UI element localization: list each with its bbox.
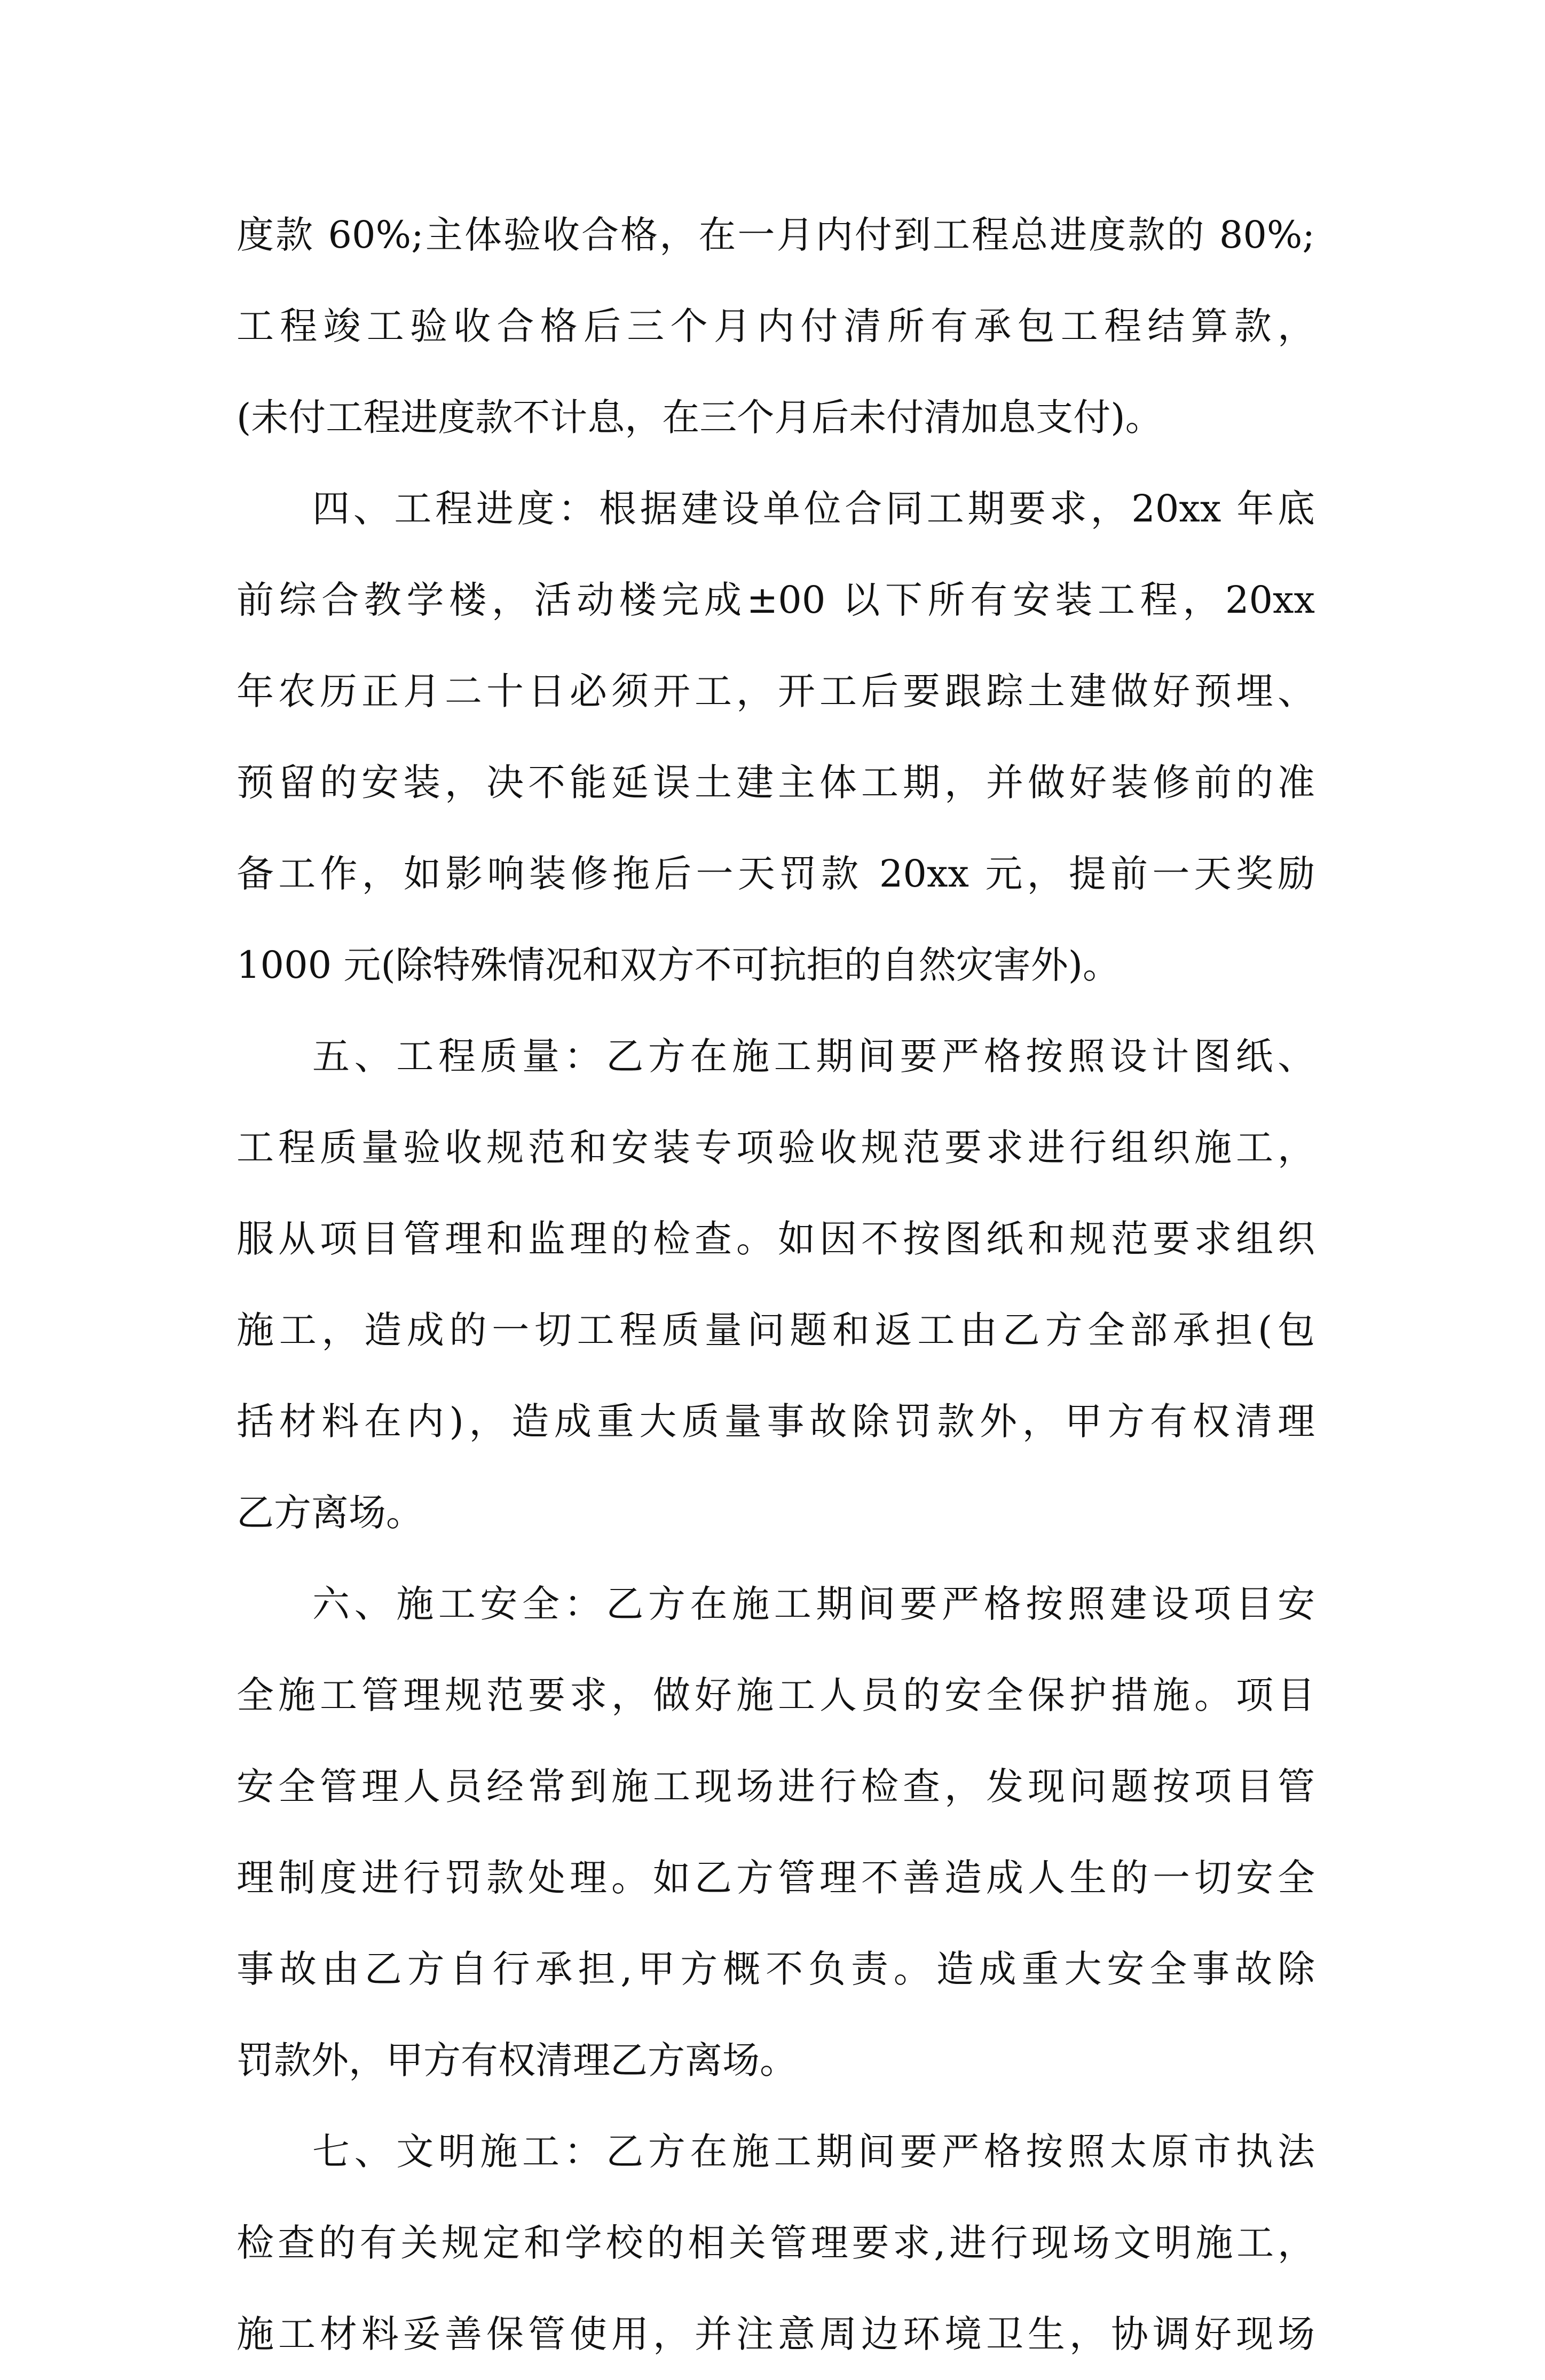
text-line: 检查的有关规定和学校的相关管理要求,进行现场文明施工， — [237, 2221, 1315, 2265]
text-line: 乙方离场。 — [237, 1491, 423, 1535]
text-line: 施工材料妥善保管使用，并注意周边环境卫生，协调好现场 — [237, 2312, 1315, 2356]
text-line: 理制度进行罚款处理。如乙方管理不善造成人生的一切安全 — [237, 1856, 1315, 1900]
text-line: 事故由乙方自行承担,甲方概不负责。造成重大安全事故除 — [237, 1947, 1315, 1991]
text-line: 前综合教学楼，活动楼完成±00 以下所有安装工程，20xx — [237, 578, 1315, 622]
contract-body-text — [237, 189, 1315, 2380]
section-4-heading-line: 四、工程进度：根据建设单位合同工期要求，20xx 年底 — [312, 487, 1315, 531]
text-line: 括材料在内)，造成重大质量事故除罚款外，甲方有权清理 — [237, 1399, 1315, 1443]
text-line: 施工，造成的一切工程质量问题和返工由乙方全部承担(包 — [237, 1308, 1315, 1352]
text-line: 全施工管理规范要求，做好施工人员的安全保护措施。项目 — [237, 1673, 1315, 1717]
text-line: 预留的安装，决不能延误土建主体工期，并做好装修前的准 — [237, 761, 1315, 804]
text-line: 度款 60%;主体验收合格，在一月内付到工程总进度款的 80%; — [237, 213, 1315, 257]
text-line: 罚款外，甲方有权清理乙方离场。 — [237, 2038, 797, 2082]
text-line: 年农历正月二十日必须开工，开工后要跟踪土建做好预埋、 — [237, 669, 1315, 713]
text-line: 安全管理人员经常到施工现场进行检查，发现问题按项目管 — [237, 1765, 1315, 1808]
section-7-heading-line: 七、文明施工：乙方在施工期间要严格按照太原市执法 — [312, 2130, 1315, 2173]
text-line: 工程质量验收规范和安装专项验收规范要求进行组织施工， — [237, 1126, 1315, 1169]
text-line: (未付工程进度款不计息，在三个月后未付清加息支付)。 — [237, 396, 1163, 439]
section-6-heading-line: 六、施工安全：乙方在施工期间要严格按照建设项目安 — [312, 1582, 1315, 1626]
section-5-heading-line: 五、工程质量：乙方在施工期间要严格按照设计图纸、 — [312, 1034, 1315, 1078]
text-line: 工程竣工验收合格后三个月内付清所有承包工程结算款， — [237, 304, 1315, 348]
text-line: 服从项目管理和监理的检查。如因不按图纸和规范要求组织 — [237, 1217, 1315, 1261]
text-line: 1000 元(除特殊情况和双方不可抗拒的自然灾害外)。 — [237, 943, 1121, 987]
text-line: 备工作，如影响装修拖后一天罚款 20xx 元，提前一天奖励 — [237, 852, 1315, 896]
